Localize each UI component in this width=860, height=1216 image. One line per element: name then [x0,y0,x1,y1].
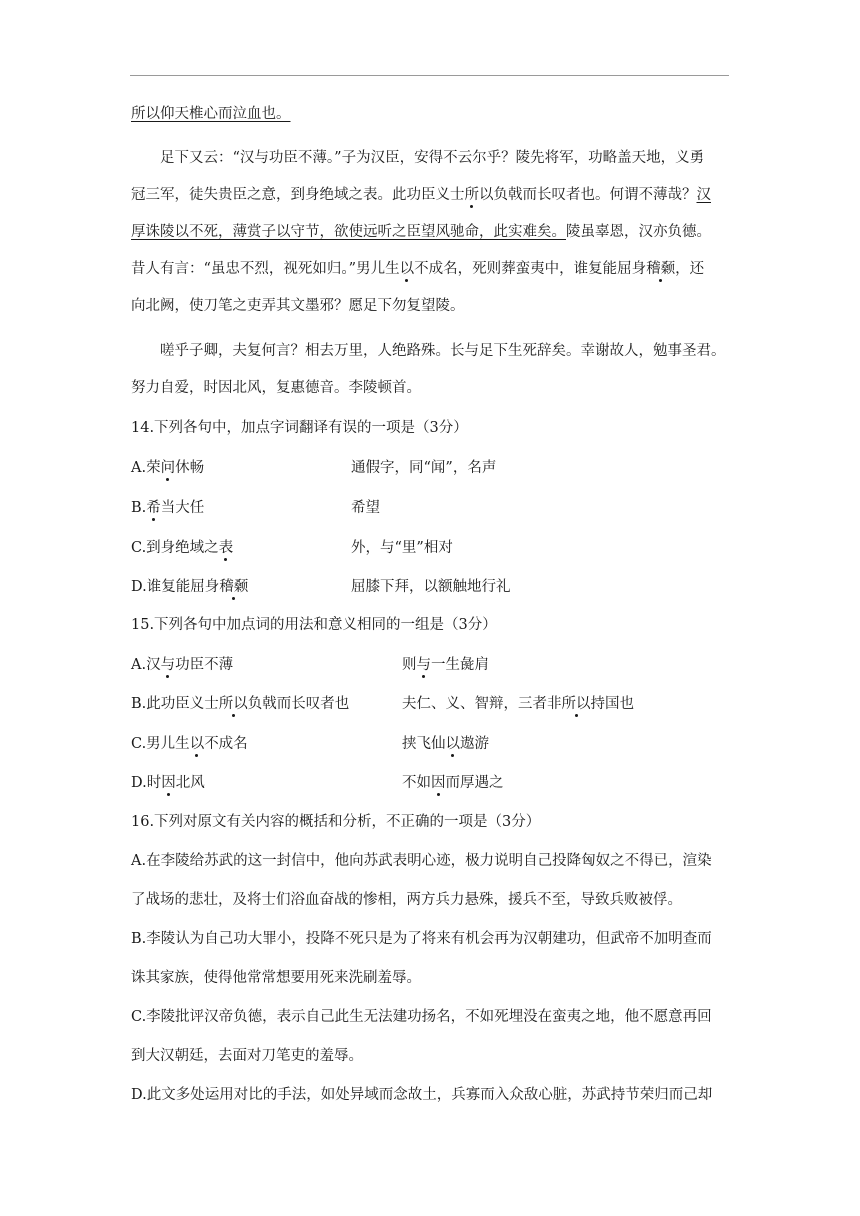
q15-option-a-compare: 则与一生彘肩 [402,657,489,673]
dotted-char: 所 [464,187,479,203]
q14-option-b: B.希当大任 [131,500,205,516]
q15-option-d: D.时因北风 [131,775,205,791]
q14-option-d: D.谁复能屈身稽颡 [131,579,249,595]
dotted-char: 希 [146,500,161,516]
q15-option-a: A.汉与功臣不薄 [131,657,234,673]
q16-stem: 16.下列对原文有关内容的概括和分析，不正确的一项是（3分） [131,814,541,830]
q14-option-c: C.到身绝域之表 [131,540,234,556]
dotted-char: 与 [416,657,431,673]
dotted-char: 以 [399,261,415,277]
dotted-char: 所以 [561,696,591,712]
dotted-char: 问 [160,460,176,476]
q16-line: 到大汉朝廷，去面对刀笔吏的羞辱。 [131,1048,363,1064]
q16-line: 了战场的悲壮，及将士们浴血奋战的惨相，两方兵力悬殊，援兵不至，导致兵败被俘。 [131,892,682,908]
q15-option-b-compare: 夫仁、义、智辩，三者非所以持国也 [402,696,634,712]
passage-p1-line3: 厚诛陵以不死，薄赏子以守节，欲使远听之臣望风驰命，此实难矣。陵虽辜恩，汉亦负德。 [131,224,711,240]
dotted-char: 与 [160,657,176,673]
q16-line: C.李陵批评汉帝负德，表示自己此生无法建功扬名，不如死埋没在蛮夷之地，他不愿意再回 [131,1009,712,1025]
q15-option-b: B.此功臣义士所以负戟而长叹者也 [131,696,350,712]
passage-p2-line2: 努力自爱，时因北风，复惠德音。李陵顿首。 [131,380,421,396]
q14-option-b-gloss: 希望 [351,500,380,516]
dotted-char: 以 [445,736,460,752]
passage-p1-line4: 昔人有言：“虽忠不烈，视死如归。”男儿生以不成名，死则葬蛮夷中，谁复能屈身稽颡，还 [131,261,705,277]
underlined-text: 厚诛陵以不死，薄赏子以守节，欲使远听之臣望风驰命，此实难矣。 [131,224,566,240]
q14-stem: 14.下列各句中，加点字词翻译有误的一项是（3分） [131,420,468,436]
q15-stem: 15.下列各句中加点词的用法和意义相同的一组是（3分） [131,617,497,633]
dotted-char: 表 [218,540,234,556]
q16-line: D.此文多处运用对比的手法，如处异域而念故土，兵寡而入众敌心脏，苏武持节荣归而己却 [131,1087,713,1103]
passage-p2-line1: 嗟乎子卿，夫复何言？相去万里，人绝路殊。长与足下生死辞矣。幸谢故人，勉事圣君。 [160,343,726,359]
q14-option-d-gloss: 屈膝下拜，以额触地行礼 [351,579,511,595]
header-rule [130,75,729,76]
q15-option-c: C.男儿生以不成名 [131,736,248,752]
q16-line: 诛其家族，使得他常常想要用死来洗刷羞辱。 [131,970,421,986]
dotted-char: 稽颡 [646,261,676,277]
dotted-char: 所以 [218,696,248,712]
q14-option-a-gloss: 通假字，同“闻”，名声 [351,460,497,476]
dotted-char: 因 [431,775,446,791]
underlined-text: 汉 [696,187,711,203]
dotted-char: 因 [161,775,176,791]
q14-option-a: A.荣问休畅 [131,460,205,476]
q15-option-d-compare: 不如因而厚遇之 [402,775,504,791]
q15-option-c-compare: 挟飞仙以遨游 [402,736,489,752]
passage-p1-line5: 向北阙，使刀笔之吏弄其文墨邪？愿足下勿复望陵。 [131,298,465,314]
passage-p1-line2: 冠三军，徒失贵臣之意，到身绝域之表。此功臣义士所以负戟而长叹者也。何谓不薄哉？汉 [131,187,711,203]
passage-p1-line1: 足下又云：“汉与功臣不薄。”子为汉臣，安得不云尔乎？陵先将军，功略盖天地，义勇 [160,150,705,166]
dotted-char: 稽颡 [219,579,249,595]
q16-line: A.在李陵给苏武的这一封信中，他向苏武表明心迹，极力说明自己投降匈奴之不得已，渲染 [131,853,712,869]
q16-line: B.李陵认为自己功大罪小，投降不死只是为了将来有机会再为汉朝建功，但武帝不加明查而 [131,931,712,947]
q14-option-c-gloss: 外，与“里”相对 [351,540,453,556]
passage-top-line: 所以仰天椎心而泣血也。 [131,106,291,122]
dotted-char: 以 [189,736,205,752]
